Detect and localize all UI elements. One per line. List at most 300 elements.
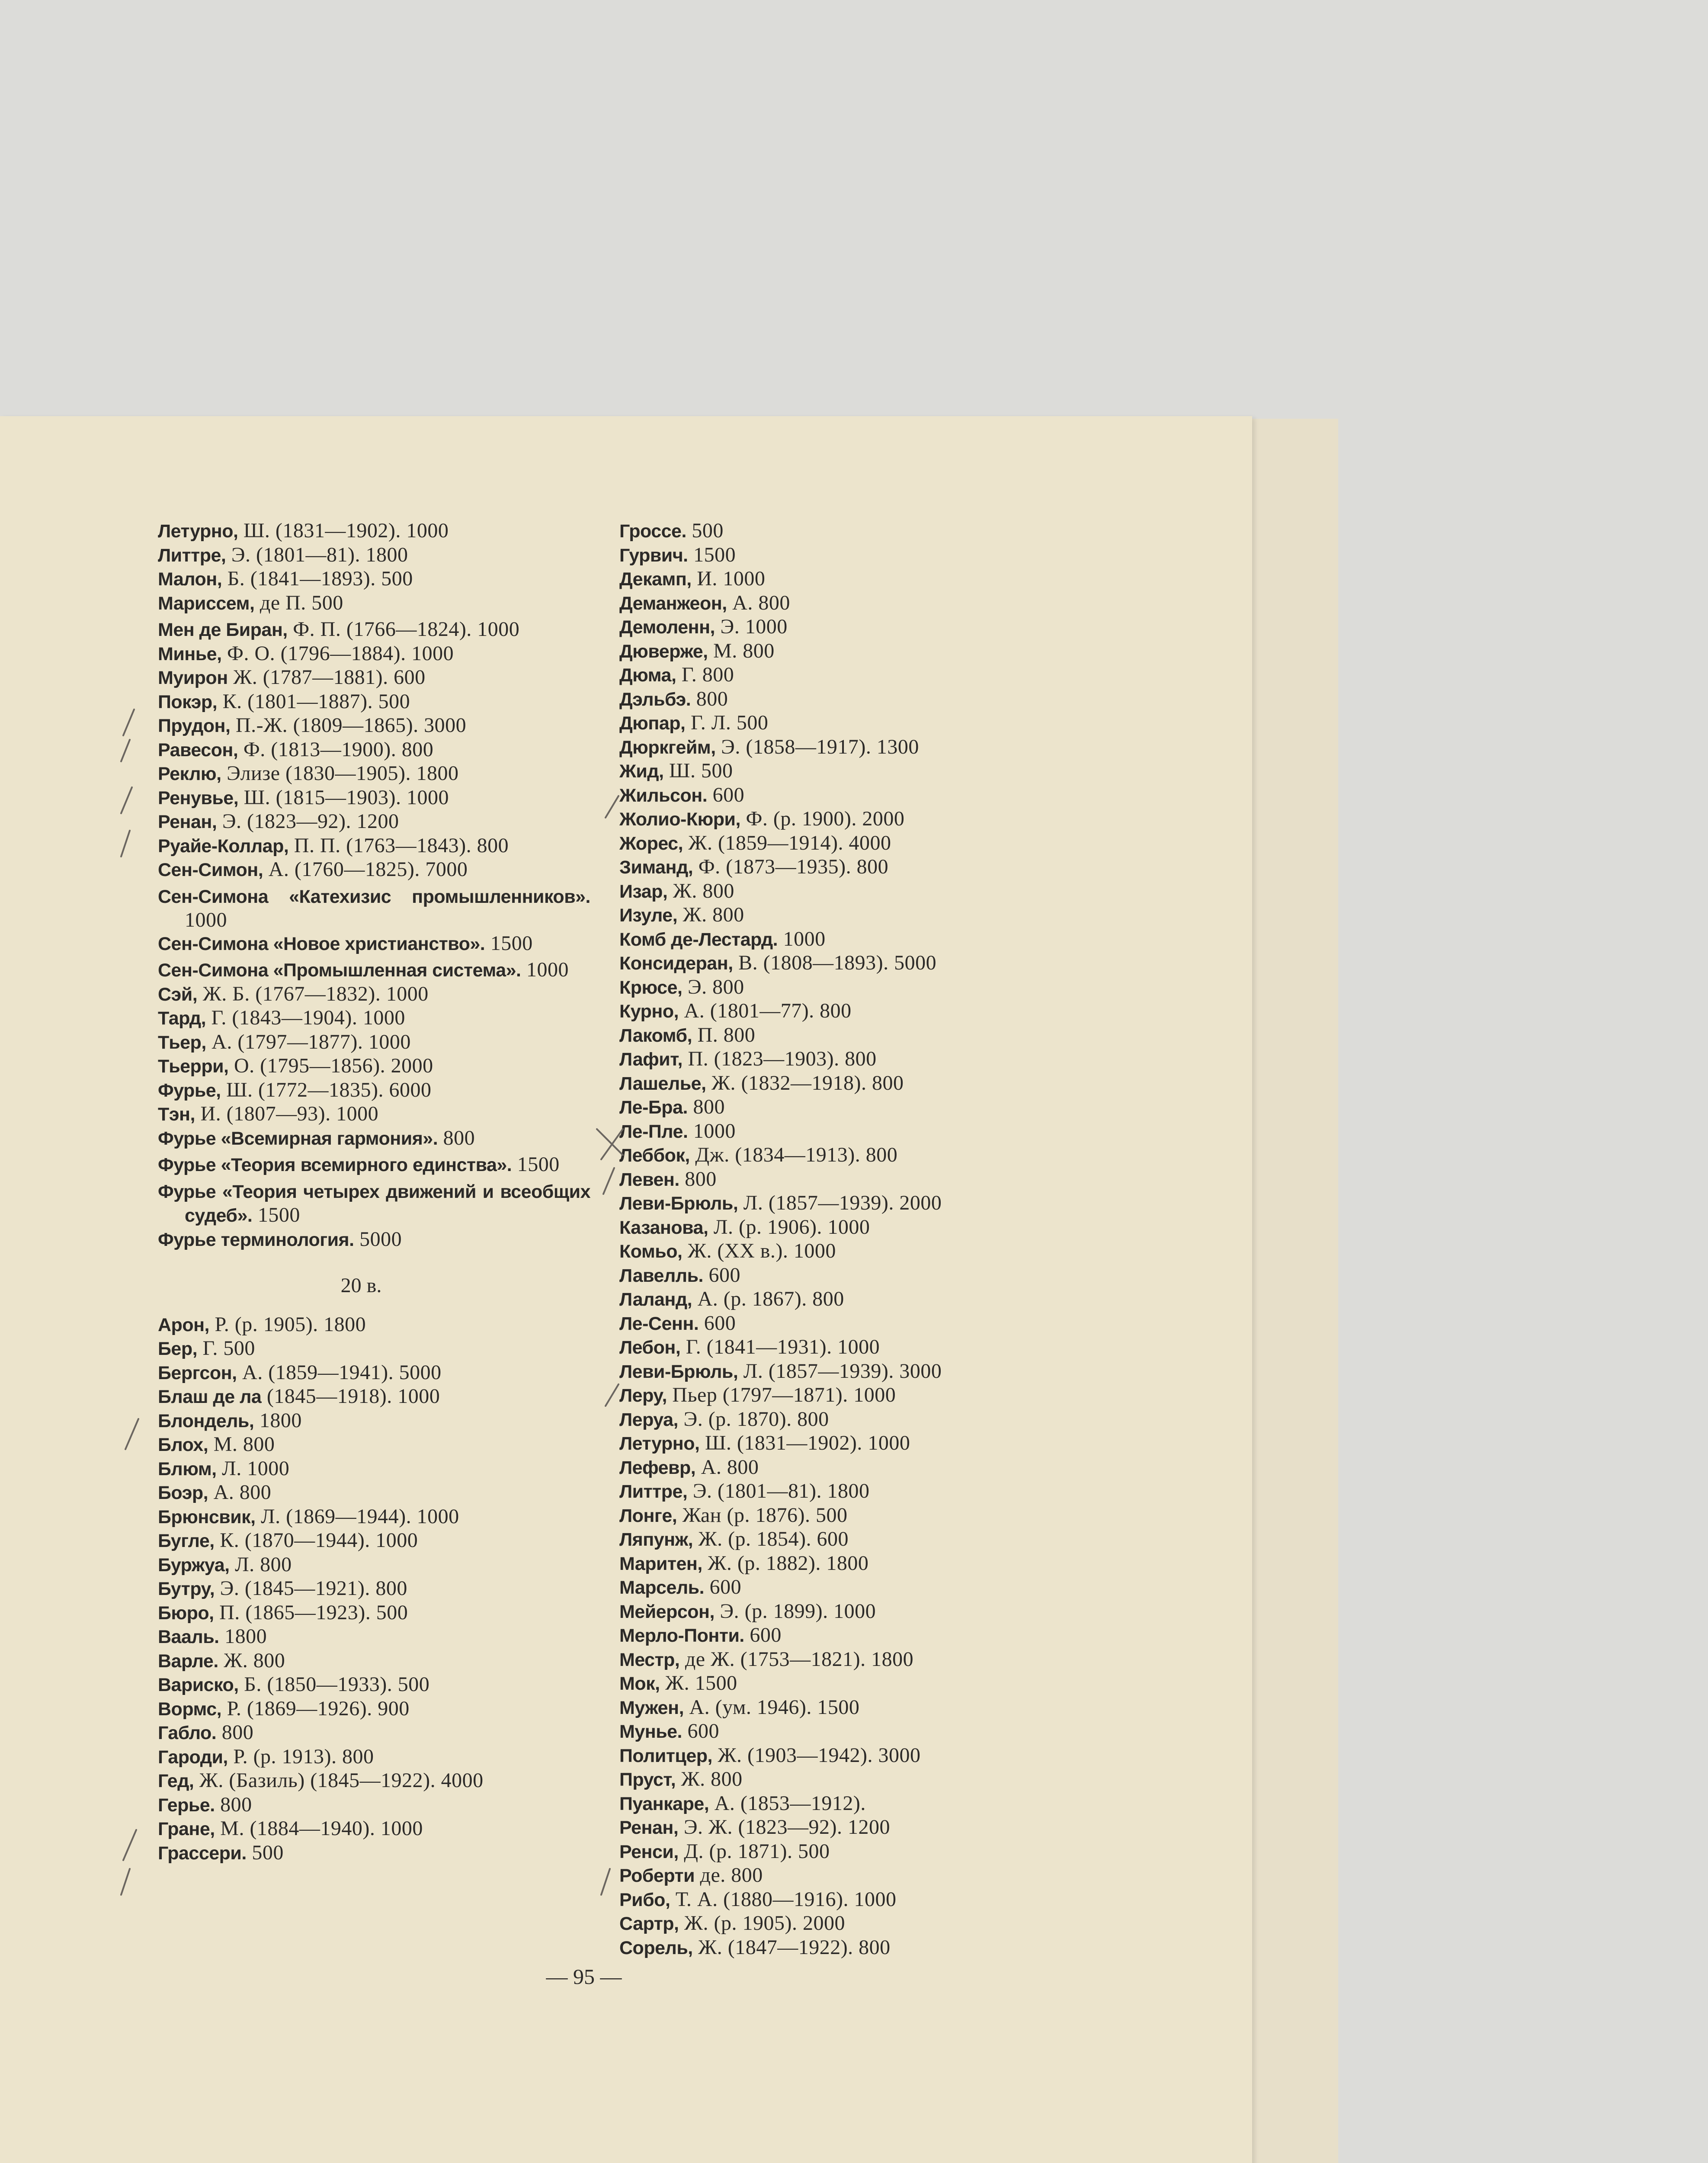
entry-name: Ле-Пле. — [619, 1121, 688, 1142]
entry-name: Фурье «Всемирная гармония». — [158, 1128, 438, 1149]
entry-details: 1500 — [688, 543, 736, 566]
index-entry — [619, 1672, 1022, 1696]
index-entry — [158, 714, 590, 738]
index-entry — [158, 567, 590, 591]
entry-details: 800 — [215, 1793, 252, 1816]
entry-details: Р. (р. 1913). 800 — [228, 1745, 374, 1768]
index-entry — [619, 1528, 1022, 1552]
index-entry — [619, 783, 1022, 808]
section-heading: 20 в. — [340, 1274, 382, 1297]
entry-details: Б. (1841—1893). 500 — [222, 567, 413, 590]
entry-name: Буржуа, — [158, 1554, 230, 1576]
entry-name: Лефевр, — [619, 1457, 696, 1478]
entry-name: Равесон, — [158, 739, 238, 761]
entry-details: Ф. П. (1766—1824). 1000 — [287, 618, 520, 641]
entry-details: Г. Л. 500 — [685, 711, 769, 734]
entry-details: Э. 800 — [682, 975, 744, 998]
index-entry — [619, 1143, 1022, 1168]
entry-name: Сен-Симон, — [158, 860, 263, 880]
entry-details: де Ж. (1753—1821). 1800 — [679, 1647, 914, 1671]
index-entry — [158, 810, 590, 834]
entry-details: Ж. (Базиль) (1845—1922). 4000 — [194, 1769, 484, 1792]
entry-name: Варле. — [158, 1650, 218, 1672]
entry-details: Л. 800 — [229, 1553, 292, 1576]
index-entry — [619, 687, 1022, 712]
index-entry — [158, 1126, 590, 1151]
pencil-tick-mark — [121, 831, 130, 857]
index-entry — [619, 1600, 1022, 1624]
index-entry — [619, 1552, 1022, 1576]
index-entry — [619, 759, 1022, 783]
entry-name: Гране, — [158, 1819, 215, 1839]
entry-details: А. 800 — [695, 1455, 759, 1479]
pencil-tick-mark — [121, 740, 130, 761]
entry-details: 800 — [679, 1167, 717, 1191]
index-entry — [158, 690, 590, 714]
index-entry — [158, 1793, 590, 1817]
entry-details: Р. (р. 1905). 1800 — [209, 1313, 366, 1336]
pencil-tick-mark — [123, 709, 134, 735]
index-entry — [158, 1697, 590, 1721]
entry-name: Дюпар, — [619, 713, 686, 734]
entry-details: В. (1808—1893). 5000 — [733, 951, 937, 974]
entry-name: Грассери. — [158, 1842, 247, 1864]
entry-details: К. (1801—1887). 500 — [217, 690, 410, 713]
entry-name: Тард, — [158, 1008, 206, 1029]
entry-details: Э. (1801—81). 1800 — [687, 1479, 870, 1502]
pencil-tick-mark — [597, 1129, 623, 1155]
entry-details: 1000 — [521, 958, 569, 981]
entry-name: Изар, — [619, 881, 668, 902]
entry-name: Лавелль. — [619, 1265, 703, 1286]
entry-details: Р. (1869—1926). 900 — [221, 1697, 410, 1720]
entry-name: Ренан, — [619, 1817, 679, 1838]
entry-name: Литтре, — [158, 545, 226, 566]
entry-details: Г. (1841—1931). 1000 — [680, 1335, 880, 1358]
entry-name: Летурно, — [158, 521, 238, 542]
index-entry — [619, 1095, 1022, 1120]
entry-details: Ш. (1815—1903). 1000 — [238, 786, 449, 809]
entry-details: 500 — [246, 1841, 284, 1864]
entry-name: Ле-Сенн. — [619, 1313, 699, 1334]
entry-details: 1000 — [688, 1119, 736, 1142]
index-entry — [158, 1577, 590, 1601]
entry-details: Жан (р. 1876). 500 — [677, 1503, 848, 1527]
entry-name: Сен-Симона «Катехизис промышленников». — [158, 886, 590, 907]
index-entry — [619, 1888, 1022, 1912]
index-entry — [619, 1648, 1022, 1672]
entry-details: Ф. (1813—1900). 800 — [238, 738, 434, 761]
entry-name: Мунье. — [619, 1721, 683, 1742]
entry-details: Э. Ж. (1823—92). 1200 — [678, 1816, 891, 1839]
entry-name: Прудон, — [158, 716, 231, 736]
entry-details: А. (ум. 1946). 1500 — [684, 1695, 860, 1719]
entry-name: Лонге, — [619, 1505, 677, 1526]
index-entry — [158, 1228, 590, 1252]
entry-name: Вааль. — [158, 1627, 219, 1647]
entry-name: Жорес, — [619, 833, 683, 854]
index-entry — [619, 831, 1022, 856]
entry-name: Гурвич. — [619, 545, 688, 566]
entry-details: Ш. (1831—1902). 1000 — [699, 1431, 910, 1454]
entry-details: (1845—1918). 1000 — [261, 1385, 440, 1408]
index-entry — [619, 1360, 1022, 1384]
entry-name: Леви-Брюль, — [619, 1193, 738, 1214]
entry-name: Руайе-Коллар, — [158, 835, 289, 857]
index-entry — [619, 1816, 1022, 1840]
entry-name: Габло. — [158, 1723, 217, 1743]
entry-name: Политцер, — [619, 1745, 712, 1766]
entry-details: Ж. 800 — [677, 903, 744, 926]
entry-details: М. (1884—1940). 1000 — [215, 1817, 423, 1840]
index-entry — [158, 1481, 590, 1505]
entry-details: Э. 1000 — [715, 615, 788, 638]
entry-details: 5000 — [354, 1227, 402, 1251]
entry-details: Л. (р. 1906). 1000 — [708, 1215, 870, 1239]
index-entry — [619, 999, 1022, 1024]
entry-name: Вариско, — [158, 1675, 239, 1695]
entry-name: Гед, — [158, 1771, 194, 1791]
entry-details: 1000 — [778, 927, 826, 950]
entry-name: Жильсон. — [619, 785, 708, 806]
entry-details: 1000 — [185, 908, 227, 931]
index-entry — [158, 885, 590, 932]
index-entry — [158, 958, 590, 982]
index-entry — [158, 1721, 590, 1745]
entry-name: Крюсе, — [619, 977, 683, 998]
entry-details: Г. 500 — [197, 1337, 255, 1360]
index-entry — [158, 1601, 590, 1625]
entry-details: Г. (1843—1904). 1000 — [206, 1006, 405, 1029]
entry-details: Ж. 1500 — [660, 1672, 737, 1694]
entry-name: Местр, — [619, 1649, 680, 1670]
entry-details: Ш. (1772—1835). 6000 — [221, 1078, 432, 1101]
entry-name: Бутру, — [158, 1579, 215, 1599]
index-entry — [158, 762, 590, 786]
index-entry — [158, 1457, 590, 1481]
entry-name: Вормс, — [158, 1698, 222, 1720]
entry-details: А. (1801—77). 800 — [679, 999, 852, 1022]
entry-name: Маритен, — [619, 1553, 702, 1574]
index-entry — [158, 1153, 590, 1177]
entry-name: Сэй, — [158, 984, 198, 1005]
index-entry — [158, 591, 590, 616]
entry-name: Бергсон, — [158, 1362, 237, 1383]
entry-name: Декамп, — [619, 569, 692, 590]
entry-details: Д. (р. 1871). 500 — [678, 1839, 830, 1863]
entry-name: Блох, — [158, 1435, 208, 1455]
index-entry — [619, 1408, 1022, 1432]
entry-name: Мок, — [619, 1673, 660, 1694]
entry-name: Ренси, — [619, 1841, 679, 1862]
entry-name: Консидеран, — [619, 953, 733, 974]
entry-name: Сен-Симона «Новое христианство». — [158, 933, 485, 954]
entry-details: 600 — [703, 1263, 740, 1287]
index-entry — [158, 932, 590, 956]
entry-details: Г. 800 — [676, 663, 734, 686]
pencil-tick-mark — [603, 1168, 614, 1194]
entry-details: 1500 — [252, 1203, 300, 1226]
index-entry — [158, 642, 590, 666]
index-entry — [158, 1649, 590, 1673]
index-entry — [158, 1006, 590, 1030]
entry-details: Ж. (1859—1914). 4000 — [683, 831, 891, 854]
entry-details: О. (1795—1856). 2000 — [228, 1054, 433, 1077]
index-entry — [619, 1576, 1022, 1600]
entry-name: Дюверже, — [619, 641, 708, 662]
index-entry — [619, 1624, 1022, 1648]
entry-name: Тьер, — [158, 1032, 206, 1053]
entry-name: Марсель. — [619, 1577, 705, 1598]
entry-details: Ф. (1873—1935). 800 — [693, 855, 889, 878]
entry-details: Ф. О. (1796—1884). 1000 — [221, 642, 454, 665]
index-entry — [619, 1936, 1022, 1960]
entry-details: 1500 — [485, 931, 533, 955]
pencil-tick-mark — [606, 1384, 618, 1406]
entry-details: Ж. (1847—1922). 800 — [692, 1935, 891, 1959]
entry-name: Рибо, — [619, 1889, 670, 1910]
entry-name: Фурье «Теория четырех движений и всеобщих судеб». — [158, 1181, 590, 1226]
entry-name: Леббок, — [619, 1145, 690, 1166]
entry-name: Зиманд, — [619, 857, 693, 878]
entry-details: Т. А. (1880—1916). 1000 — [670, 1887, 897, 1911]
entry-name: Блюм, — [158, 1458, 217, 1479]
index-entry — [619, 1696, 1022, 1720]
entry-name: Пруст, — [619, 1769, 676, 1790]
entry-name: Блаш де ла — [158, 1386, 262, 1407]
index-entry — [619, 807, 1022, 831]
entry-details: Ж. Б. (1767—1832). 1000 — [197, 982, 429, 1005]
entry-name: Бугле, — [158, 1531, 215, 1551]
index-entry — [619, 1168, 1022, 1192]
entry-details: 600 — [707, 783, 745, 806]
index-entry — [619, 1840, 1022, 1864]
index-entry — [158, 738, 590, 762]
index-entry — [158, 1337, 590, 1361]
index-entry — [158, 1529, 590, 1553]
index-entry — [158, 1745, 590, 1769]
pencil-tick-mark — [121, 1869, 130, 1895]
index-entry — [619, 663, 1022, 687]
index-entry — [619, 519, 1022, 543]
entry-details: Л. (1857—1939). 3000 — [738, 1359, 942, 1383]
index-entry — [158, 1313, 590, 1337]
entry-name: Лакомб, — [619, 1025, 692, 1046]
entry-details: Ж. 800 — [218, 1649, 285, 1672]
entry-details: Пьер (1797—1871). 1000 — [667, 1383, 896, 1406]
index-entry — [619, 1239, 1022, 1264]
index-entry — [158, 858, 590, 882]
index-entry — [619, 567, 1022, 591]
index-entry — [158, 1054, 590, 1078]
entry-name: Брюнсвик, — [158, 1506, 256, 1528]
index-entry — [158, 1078, 590, 1103]
index-entry — [619, 951, 1022, 976]
entry-details: 1800 — [254, 1409, 302, 1432]
entry-details: П. П. (1763—1843). 800 — [288, 834, 509, 857]
index-entry — [158, 1553, 590, 1577]
entry-details: 1500 — [512, 1153, 560, 1176]
entry-details: Э. (р. 1899). 1000 — [714, 1599, 876, 1623]
index-entry — [158, 982, 590, 1007]
index-entry — [158, 1361, 590, 1385]
entry-name: Бюро, — [158, 1602, 214, 1624]
entry-details: Ж. (1832—1918). 800 — [706, 1071, 904, 1094]
entry-name: Комьо, — [619, 1241, 683, 1262]
entry-details: Ш. 500 — [663, 759, 733, 782]
entry-details: И. 1000 — [691, 567, 766, 590]
index-entry — [158, 1030, 590, 1055]
entry-details: Л. (1869—1944). 1000 — [255, 1505, 459, 1528]
entry-name: Тэн, — [158, 1104, 195, 1125]
page-number: — 95 — — [546, 1964, 622, 1989]
entry-name: Фурье терминология. — [158, 1229, 354, 1250]
entry-name: Литтре, — [619, 1481, 688, 1502]
entry-name: Реклю, — [158, 764, 221, 784]
entry-details: Элизе (1830—1905). 1800 — [221, 762, 459, 785]
entry-details: 600 — [704, 1576, 742, 1598]
index-entry — [158, 1625, 590, 1649]
entry-name: Фурье, — [158, 1080, 221, 1101]
pencil-marks — [104, 701, 199, 1999]
entry-name: Леру, — [619, 1385, 667, 1406]
entry-name: Малон, — [158, 569, 222, 590]
entry-name: Ренан, — [158, 812, 217, 832]
entry-details: И. (1807—93). 1000 — [195, 1102, 379, 1125]
entry-name: Лафит, — [619, 1049, 683, 1070]
pencil-tick-mark — [125, 1419, 138, 1449]
entry-name: Тьерри, — [158, 1056, 229, 1077]
index-entry — [619, 1792, 1022, 1816]
entry-details: Ф. (р. 1900). 2000 — [740, 807, 905, 830]
entry-name: Левен. — [619, 1169, 679, 1190]
entry-details: 800 — [216, 1721, 254, 1744]
index-entry — [158, 1673, 590, 1697]
index-entry — [619, 1864, 1022, 1888]
index-entry — [158, 1102, 590, 1126]
entry-details: де П. 500 — [254, 591, 343, 614]
entry-name: Мариссем, — [158, 593, 255, 614]
index-entry — [619, 711, 1022, 735]
entry-details: 600 — [699, 1311, 736, 1335]
entry-details: А. (р. 1867). 800 — [692, 1287, 844, 1310]
index-entry — [158, 1433, 590, 1457]
pencil-tick-mark — [606, 796, 618, 818]
index-entry — [158, 1769, 590, 1793]
index-entry — [619, 1191, 1022, 1216]
entry-name: Покэр, — [158, 691, 218, 712]
entry-details: Э. (1858—1917). 1300 — [715, 735, 919, 758]
index-entry — [619, 1120, 1022, 1144]
index-entry — [158, 1385, 590, 1409]
index-entry — [158, 834, 590, 858]
entry-details: Дж. (1834—1913). 800 — [689, 1143, 898, 1166]
entry-name: Лаланд, — [619, 1289, 692, 1310]
entry-name: Изуле, — [619, 905, 678, 926]
entry-name: Курно, — [619, 1001, 679, 1022]
entry-details: А. (1853—1912). — [709, 1791, 866, 1815]
entry-name: Бер, — [158, 1338, 198, 1359]
entry-details: Ж. 800 — [676, 1768, 743, 1791]
index-entry — [619, 1912, 1022, 1936]
entry-name: Пуанкаре, — [619, 1793, 709, 1814]
entry-name: Фурье «Теория всемирного единства». — [158, 1155, 512, 1175]
entry-name: Комб де-Лестард. — [619, 929, 778, 950]
entry-details: 800 — [691, 687, 728, 710]
index-entry — [619, 1744, 1022, 1768]
index-entry — [619, 1479, 1022, 1504]
index-entry — [619, 1335, 1022, 1360]
entry-details: 800 — [438, 1126, 475, 1149]
entry-name: Ренувье, — [158, 787, 239, 809]
entry-name: Леви-Брюль, — [619, 1361, 738, 1382]
entry-details: 500 — [686, 519, 724, 542]
entry-name: Дэльбэ. — [619, 689, 691, 710]
index-entry — [619, 1072, 1022, 1096]
entry-details: П. (1865—1923). 500 — [214, 1601, 408, 1624]
index-entry — [619, 1216, 1022, 1240]
pencil-tick-mark — [121, 787, 132, 813]
entry-details: Ш. (1831—1902). 1000 — [238, 519, 449, 542]
index-entry — [619, 639, 1022, 664]
index-entry — [158, 1505, 590, 1529]
entry-details: Э. (1845—1921). 800 — [215, 1577, 407, 1600]
entry-name: Дюркгейм, — [619, 737, 716, 758]
index-entry — [619, 1264, 1022, 1288]
entry-details: К. (1870—1944). 1000 — [214, 1529, 418, 1552]
entry-details: 600 — [744, 1624, 782, 1646]
entry-name: Дюма, — [619, 665, 676, 686]
entry-name: Лебон, — [619, 1337, 681, 1358]
entry-name: Мужен, — [619, 1697, 684, 1718]
index-entry — [619, 976, 1022, 1000]
entry-name: Казанова, — [619, 1217, 708, 1238]
pencil-tick-mark — [123, 1830, 136, 1860]
entry-details: Э. (1801—81). 1800 — [226, 543, 408, 566]
entry-name: Роберти — [619, 1865, 695, 1886]
entry-details: Э. (р. 1870). 800 — [678, 1407, 829, 1431]
entry-name: Леруа, — [619, 1409, 678, 1430]
index-entry — [619, 1431, 1022, 1456]
index-entry — [158, 1180, 590, 1228]
index-entry — [619, 927, 1022, 952]
entry-name: Лашелье, — [619, 1073, 706, 1094]
pencil-tick-mark — [601, 1129, 623, 1159]
entry-details: М. 800 — [208, 1433, 275, 1456]
index-entry — [158, 1817, 590, 1841]
entry-details: А. 800 — [208, 1481, 272, 1504]
index-entry — [619, 855, 1022, 879]
entry-name: Летурно, — [619, 1433, 700, 1454]
index-entry — [619, 1312, 1022, 1336]
entry-name: Блондель, — [158, 1410, 254, 1431]
entry-name: Мен де Биран, — [158, 619, 288, 640]
index-entry — [619, 591, 1022, 616]
pencil-tick-mark — [601, 1869, 610, 1895]
entry-details: 600 — [682, 1720, 720, 1743]
index-entry — [158, 1409, 590, 1433]
entry-details: Ж. (1787—1881). 600 — [228, 666, 426, 689]
index-entry — [158, 786, 590, 810]
entry-details: де. 800 — [695, 1864, 763, 1887]
index-entry — [619, 1768, 1022, 1792]
entry-name: Герье. — [158, 1794, 215, 1816]
index-entry — [619, 1047, 1022, 1072]
entry-name: Гароди, — [158, 1746, 228, 1768]
entry-details: А. (1797—1877). 1000 — [206, 1030, 411, 1053]
entry-details: Ж. (р. 1905). 2000 — [679, 1912, 845, 1935]
entry-name: Арон, — [158, 1314, 210, 1335]
